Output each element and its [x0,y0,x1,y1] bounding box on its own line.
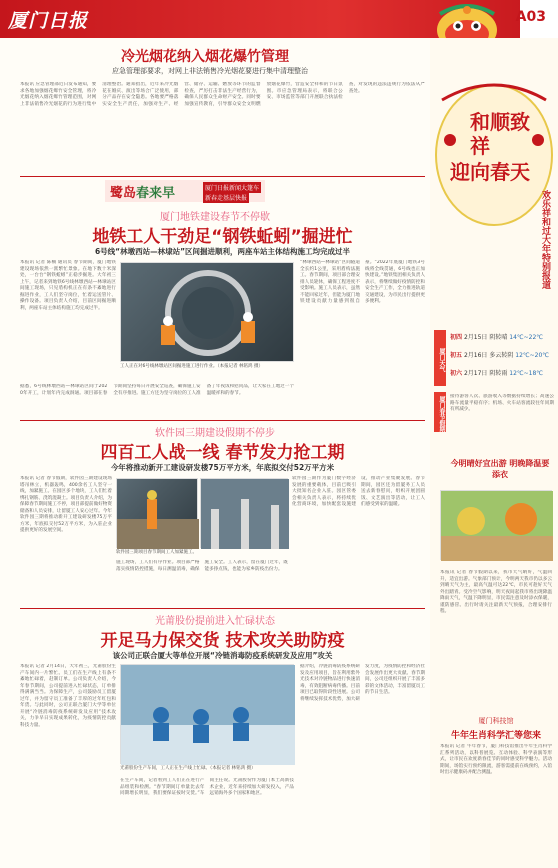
metro-subhead: 6号线“林墩西站—林埭站”区间掘进顺利，两座车站主体结构施工均完成过半 [94,247,351,256]
guangpu-body-left: 本报讯 记者 2月14日，大年初三，光莆股份生产车间内一片繁忙。员工们在生产线上有条不紊地忙碌着，赶制订单。公司负责人介绍，今年春节期间，公司提前进入忙碌状态，订单排得满满当当。为保障生产，公司鼓励员工留厦过年，并为留守员工准备了丰厚的过年红包和年货。与此同时，公司正联合厦门大学等单位开展“冷链消毒防疫系统研发及应用”技术攻关，力争早日实现成果转化，为疫情防控贡献科技力量。 [20,664,116,728]
metro-kicker: 厦门地铁建设春节不停歇 [160,212,270,223]
banner-tag-2: 新春走基层快报 [203,192,249,203]
metro-body-right: “林埭西站—林埭站”区间隧道全长约1公里，采用盾构法施工。春节期间，项目部合理安排人员轮休，确保工程进度不受影响。施工人员表示，虽然不能回家过年，但能为厦门地铁建设贡献力量感到很自豪。“2022年底厦门地铁3号线将全线贯通，6号线也正加快建设。”地铁集团相关负责人表示，将继续做好疫情防控和安全生产工作，全力推进轨道交通建设，为市民出行提供更多便利。 [300,260,425,304]
greeting-line-1: 和顺致祥 [470,110,530,158]
metro-body-left: 本报讯 记者 陈楠 通讯员 春节期间，厦门地铁建设现场依然一派繁忙景象。在地下数十米深处，一台台“钢铁蚯蚓”正稳步掘进。大年初三上午，记者来到地铁6号线林墩西站—林埭站区间施工现场，只见盾构机正在有条不紊地进行掘进作业，工人们坚守岗位，忙着运送管片、操作设备。项目负责人介绍，目前区间掘进顺利，两座车站主体结构施工均完成过半。 [20,260,116,311]
park-photo [440,490,552,560]
weather-row-2: 初五 2月16日 多云转阴 12℃~20℃ [450,352,550,359]
metro-photo-caption: 工人正在对6号线林墩站区间掘进施工进行作业。（本报记者 林铭鸿 摄） [120,364,263,369]
guangpu-headline: 开足马力保交货 技术攻关助防疫 [100,631,345,651]
software-photo-1 [116,478,198,548]
software-photo-2 [200,478,288,548]
weather-title: 厦门天气 [434,330,446,386]
metro-headline: 地铁工人干劲足“钢铁蚯蚓”掘进忙 [92,227,353,247]
holiday-stats: 接待游客人次、旅游收入等数据持续增长；高速公路车流量平稳有序；机场、火车站客流较往年同期有所减少。 [450,394,554,412]
software-body-mid: 施工现场，工人们有序作业。项目部严格落实疫情防控措施，每日测温消毒，确保施工安全。工人表示，留在厦门过年，既能多挣点钱，也能为家乡防疫出份力。 [116,560,288,572]
holiday-label: 厦门春节假期 [434,392,446,432]
guangpu-kicker: 光莆股份提前进入忙碌状态 [155,616,275,627]
weather-row-1: 初四 2月15日 阴转晴 14℃~22℃ [450,334,544,341]
banner-tag-1: 厦门日报新闻大篷车 [203,182,261,193]
tech-body: 本报讯 记者 牛年春节，厦门科技馆推出牛年生肖科学汇系列活动，以科普展览、互动体验、科学表演等形式，让市民在欢度新春佳节的同时感受科学魅力。活动期间，场馆实行预约限流，游客需提前在线预约，入馆时出示健康码并配合测温。 [440,744,552,775]
divider [20,608,425,609]
guangpu-subhead: 该公司正联合厦大等单位开展“冷链消毒防疫系统研发及应用”攻关 [112,651,333,660]
guangpu-photo-caption: 光莆股份生产车间，工人正在生产线上忙碌。（本报记者 林铭鸿 摄） [120,766,256,771]
tech-headline: 牛年生肖科学汇等您来 [450,731,541,741]
software-subhead: 今年将推动新开工建设研发楼75万平方米，年底拟交付52万平方米 [110,463,335,472]
top-subhead: 应急管理部要求，对网上非法销售冷光烟花要进行集中清理整治 [112,67,308,75]
software-body-left: 本报讯 记者 春节假期，软件园三期建设现场塔吊林立，机器轰鸣，400余名工人坚守一线，加紧施工。在园区多个地块，工人们忙着绑扎钢筋、浇筑混凝土。项目负责人介绍，为保障春节期间施工不停，项目部提前做好物资储备和人员安排，让留厦工人安心过年。今年软件园三期将推动新开工建设研发楼75万平方米，年底拟交付52万平方米，为入驻企业提供更好的发展空间。 [20,476,112,533]
tech-kicker: 厦门科技馆 [478,717,514,725]
software-body-right: 软件园三期作为厦门数字经济发展的重要载体，目前已吸引大批知名企业入驻。园区管委会相关负责人表示，将持续优化营商环境，加快配套设施建设，推动产业集聚发展。春节期间，园区还为留厦务工人员送去新春慰问，组织开展团圆饭、文艺演出等活动，让工人们感受到家的温暖。 [292,476,425,507]
guangpu-body-mid: 在生产车间，记者看到工人们正在进行产品组装和检测。“春节期间订单量比去年同期增长明显，我们要保证按时交货。”车间主任说。光莆股份作为厦门本土高新技术企业，近年来持续加大研发投入，产品远销海外多个国家和地区。 [120,778,294,796]
guangpu-photo [120,664,294,764]
weather-row-3: 初六 2月17日 阴转雨 12℃~18℃ [450,370,544,377]
banner-title: 鹭岛春来早 [110,186,176,201]
top-headline: 冷光烟花纳入烟花爆竹管理 [121,49,289,65]
greeting-subtitle: 欢乐祥和过大年特别报道 [540,190,550,289]
metro-body-bottom: 据悉，6号线林墩西站—林埭站区间于2020年开工，计划年内完成洞通。项目部在春节期间坚持每日开展安全巡查，确保施工安全有序推进。施工方还为坚守岗位的工人准备了年夜饭和慰问品，让大家在工地过一个温暖祥和的春节。 [20,384,294,396]
guangpu-body-right: 据介绍，冷链消毒防疫系统研发及应用项目，旨在利用紫外光技术对冷链物品进行快速消毒，有效阻断病毒传播。目前项目已取得阶段性进展。公司将继续发挥技术优势，加大研发力度，为疫情防控和经济社会发展作出更大贡献。春节期间，公司还组织开展了丰富多彩的文体活动，丰富留厦员工的节日生活。 [300,664,425,702]
metro-photo [120,262,294,362]
top-body-text: 本报讯 应急管理部近日发布通知，要求各地加强烟花爆竹安全管理，将冷光烟花纳入烟花爆竹管理范围，对网上非法销售冷光烟花的行为进行集中清理整治。通知指出，近年来冷光烟花在婚庆、演出等场合广泛使用，部分产品存在安全隐患。各地要严格落实安全生产责任，加强对生产、经营、储存、运输、燃放等环节的监督检查，严厉打击非法生产经营行为，确保人民群众生命财产安全。同时要加强宣传教育，引导群众安全文明燃放烟花爆竹，营造安全祥和的节日氛围。市应急管理局表示，将联合公安、市场监管等部门开展联合执法检查，对发现的违法违规行为依法从严查处。 [20,82,425,107]
divider [20,420,425,421]
divider [20,176,425,177]
software-photo-caption: 软件园三期项目春节期间工人加紧施工。 [116,550,197,555]
trend-headline: 今明晴好宜出游 明晚降温要添衣 [450,459,550,479]
software-kicker: 软件园三期建设假期不停步 [155,428,275,439]
page-number: A03 [515,9,546,25]
software-headline: 四百工人战一线 春节发力抢工期 [100,443,345,463]
trend-body: 本报讯 记者 春节假期以来，我市天气晴好，气温回升，适宜出游。气象部门预计，今明两天我市仍以多云到晴天气为主，最高气温可达22℃，市民可趁好天气外出踏青。受冷空气影响，明天夜间起我市将出现降温降雨天气，气温下降明显，市民需注意及时添衣保暖，谨防感冒。出行时请关注最新天气预报，合理安排行程。 [440,570,552,614]
newspaper-logo: 厦门日报 [8,10,89,32]
greeting-line-2: 迎向春天 [450,160,530,184]
